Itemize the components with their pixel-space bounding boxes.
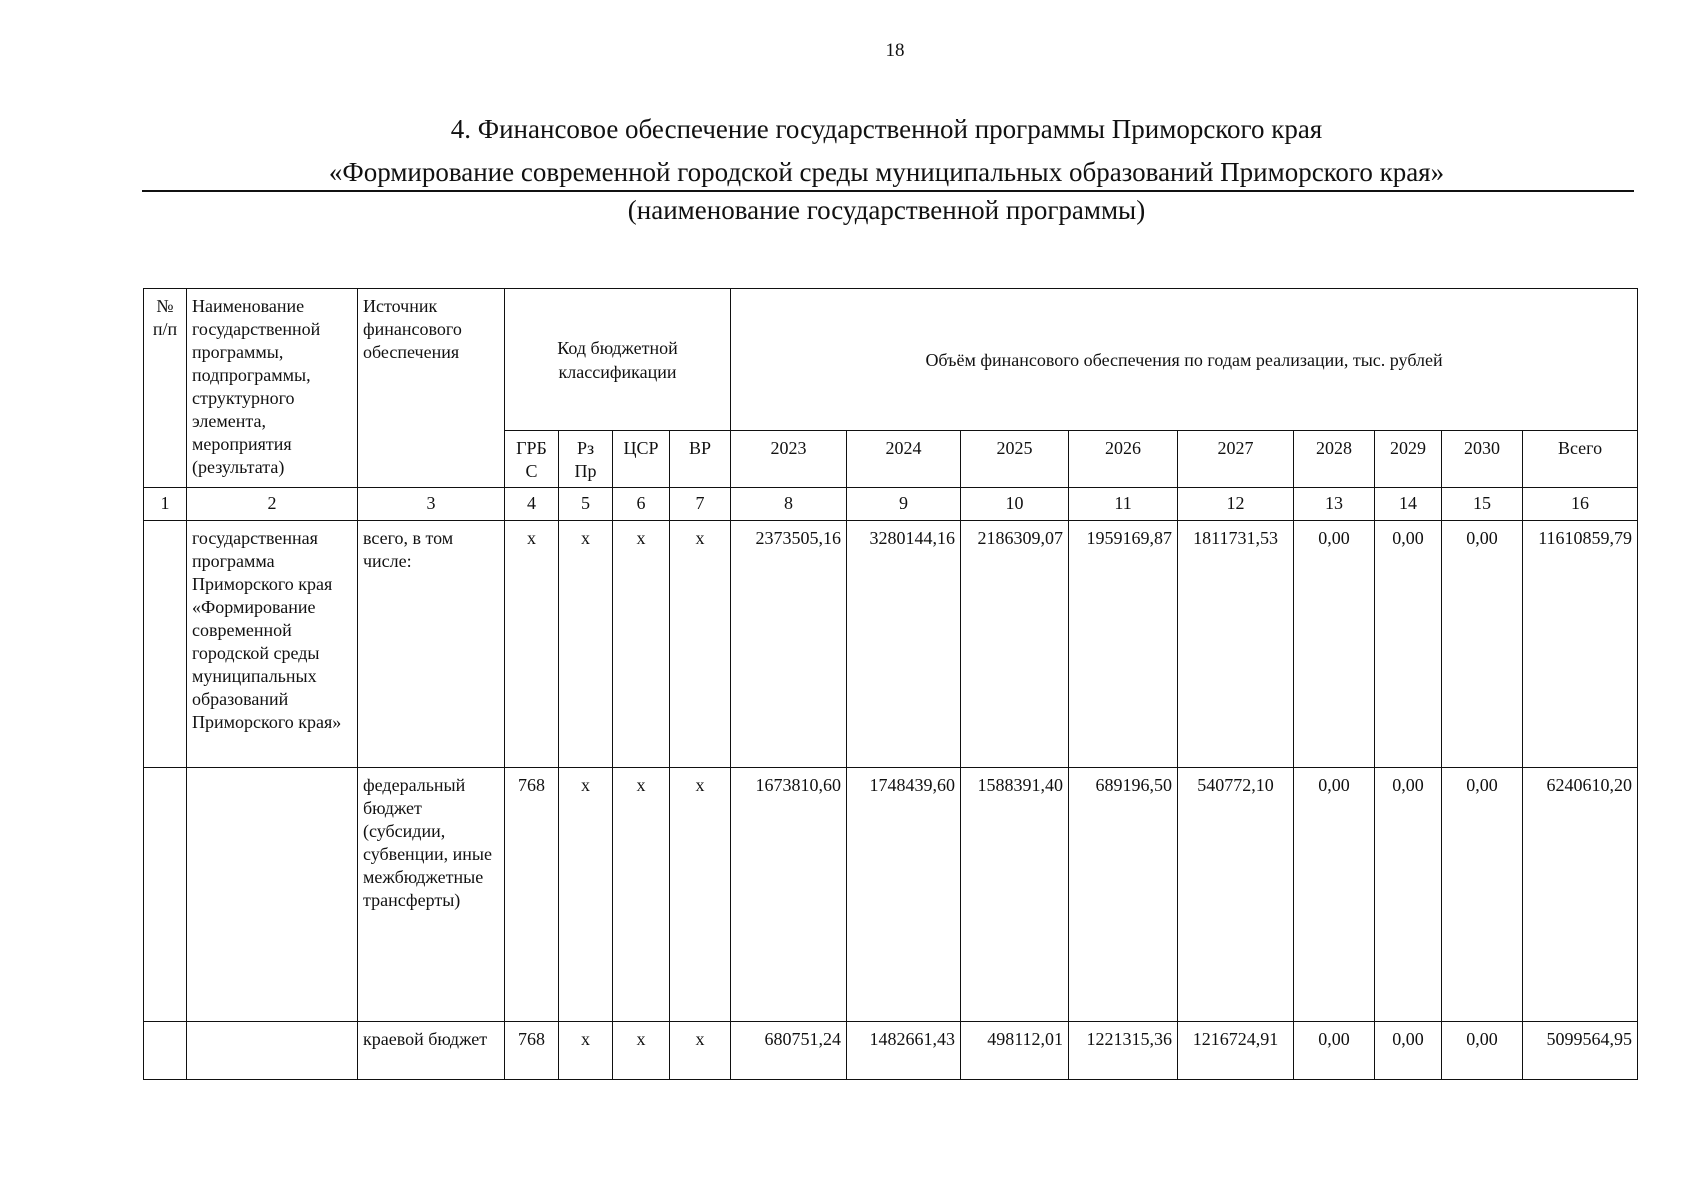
header-num: № п/п bbox=[144, 289, 187, 488]
row-name: государственная программа Приморского края «Формирование современной городской среды муниципальных образований Приморского края» bbox=[187, 521, 358, 768]
table-row bbox=[144, 521, 1638, 768]
program-name-underline bbox=[142, 190, 1634, 192]
row-source: федеральный бюджет (субсидии, субвенции, иные межбюджетные трансферты) bbox=[358, 768, 505, 1022]
column-number: 6 bbox=[613, 488, 670, 521]
row-vr: х bbox=[670, 521, 731, 768]
header-source: Источник финансового обеспечения bbox=[358, 289, 505, 488]
column-number: 8 bbox=[731, 488, 847, 521]
column-number-row bbox=[144, 488, 1638, 521]
row-rzpr: х bbox=[559, 521, 613, 768]
row-value: 1748439,60 bbox=[847, 768, 961, 1022]
row-value: 1482661,43 bbox=[847, 1022, 961, 1080]
row-num bbox=[144, 1022, 187, 1080]
row-name bbox=[187, 768, 358, 1022]
header-year: 2030 bbox=[1442, 431, 1523, 488]
header-year: 2023 bbox=[731, 431, 847, 488]
header-grbs: ГРБ С bbox=[505, 431, 559, 488]
section-title: 4. Финансовое обеспечение государственной программы Приморского края bbox=[450, 114, 1323, 144]
row-value: 0,00 bbox=[1442, 768, 1523, 1022]
header-row bbox=[144, 289, 1638, 431]
row-value: 0,00 bbox=[1375, 768, 1442, 1022]
column-number: 3 bbox=[358, 488, 505, 521]
program-name: «Формирование современной городской среды муниципальных образований Приморского края» bbox=[328, 157, 1445, 187]
table-row bbox=[144, 768, 1638, 1022]
row-value: 1216724,91 bbox=[1178, 1022, 1294, 1080]
row-rzpr: х bbox=[559, 768, 613, 1022]
row-value: 0,00 bbox=[1442, 1022, 1523, 1080]
row-csr: х bbox=[613, 521, 670, 768]
row-grbs: х bbox=[505, 521, 559, 768]
row-total: 5099564,95 bbox=[1523, 1022, 1638, 1080]
row-num bbox=[144, 521, 187, 768]
header-budget-code: Код бюджетной классификации bbox=[505, 289, 731, 431]
column-number: 10 bbox=[961, 488, 1069, 521]
header-csr: ЦСР bbox=[613, 431, 670, 488]
row-source: краевой бюджет bbox=[358, 1022, 505, 1080]
row-csr: х bbox=[613, 768, 670, 1022]
column-number: 12 bbox=[1178, 488, 1294, 521]
row-value: 498112,01 bbox=[961, 1022, 1069, 1080]
column-number: 1 bbox=[144, 488, 187, 521]
row-total: 6240610,20 bbox=[1523, 768, 1638, 1022]
row-value: 1588391,40 bbox=[961, 768, 1069, 1022]
row-value: 0,00 bbox=[1375, 521, 1442, 768]
header-volume: Объём финансового обеспечения по годам реализации, тыс. рублей bbox=[731, 289, 1638, 431]
header-year: 2024 bbox=[847, 431, 961, 488]
row-source: всего, в том числе: bbox=[358, 521, 505, 768]
header-total: Всего bbox=[1523, 431, 1638, 488]
column-number: 9 bbox=[847, 488, 961, 521]
column-number: 2 bbox=[187, 488, 358, 521]
row-value: 0,00 bbox=[1375, 1022, 1442, 1080]
row-value: 1959169,87 bbox=[1069, 521, 1178, 768]
financing-table bbox=[143, 288, 1638, 1080]
row-value: 680751,24 bbox=[731, 1022, 847, 1080]
column-number: 4 bbox=[505, 488, 559, 521]
row-value: 0,00 bbox=[1294, 768, 1375, 1022]
column-number: 14 bbox=[1375, 488, 1442, 521]
page-number: 18 bbox=[885, 40, 905, 61]
header-name: Наименование государственной программы, подпрограммы, структурного элемента, мероприятия (результата) bbox=[187, 289, 358, 488]
row-rzpr: х bbox=[559, 1022, 613, 1080]
row-vr: х bbox=[670, 1022, 731, 1080]
row-name bbox=[187, 1022, 358, 1080]
row-grbs: 768 bbox=[505, 1022, 559, 1080]
row-value: 1221315,36 bbox=[1069, 1022, 1178, 1080]
row-total: 11610859,79 bbox=[1523, 521, 1638, 768]
row-csr: х bbox=[613, 1022, 670, 1080]
column-number: 16 bbox=[1523, 488, 1638, 521]
header-year: 2028 bbox=[1294, 431, 1375, 488]
row-vr: х bbox=[670, 768, 731, 1022]
row-num bbox=[144, 768, 187, 1022]
column-number: 15 bbox=[1442, 488, 1523, 521]
column-number: 13 bbox=[1294, 488, 1375, 521]
header-rzpr: Рз Пр bbox=[559, 431, 613, 488]
header-year: 2026 bbox=[1069, 431, 1178, 488]
row-value: 0,00 bbox=[1294, 521, 1375, 768]
program-name-caption: (наименование государственной программы) bbox=[627, 195, 1146, 225]
row-value: 0,00 bbox=[1442, 521, 1523, 768]
row-value: 2373505,16 bbox=[731, 521, 847, 768]
row-value: 1811731,53 bbox=[1178, 521, 1294, 768]
row-value: 1673810,60 bbox=[731, 768, 847, 1022]
header-year: 2027 bbox=[1178, 431, 1294, 488]
row-value: 3280144,16 bbox=[847, 521, 961, 768]
header-year: 2025 bbox=[961, 431, 1069, 488]
column-number: 7 bbox=[670, 488, 731, 521]
row-value: 2186309,07 bbox=[961, 521, 1069, 768]
header-year: 2029 bbox=[1375, 431, 1442, 488]
column-number: 11 bbox=[1069, 488, 1178, 521]
table-row bbox=[144, 1022, 1638, 1080]
row-value: 540772,10 bbox=[1178, 768, 1294, 1022]
row-grbs: 768 bbox=[505, 768, 559, 1022]
header-vr: ВР bbox=[670, 431, 731, 488]
column-number: 5 bbox=[559, 488, 613, 521]
row-value: 689196,50 bbox=[1069, 768, 1178, 1022]
row-value: 0,00 bbox=[1294, 1022, 1375, 1080]
